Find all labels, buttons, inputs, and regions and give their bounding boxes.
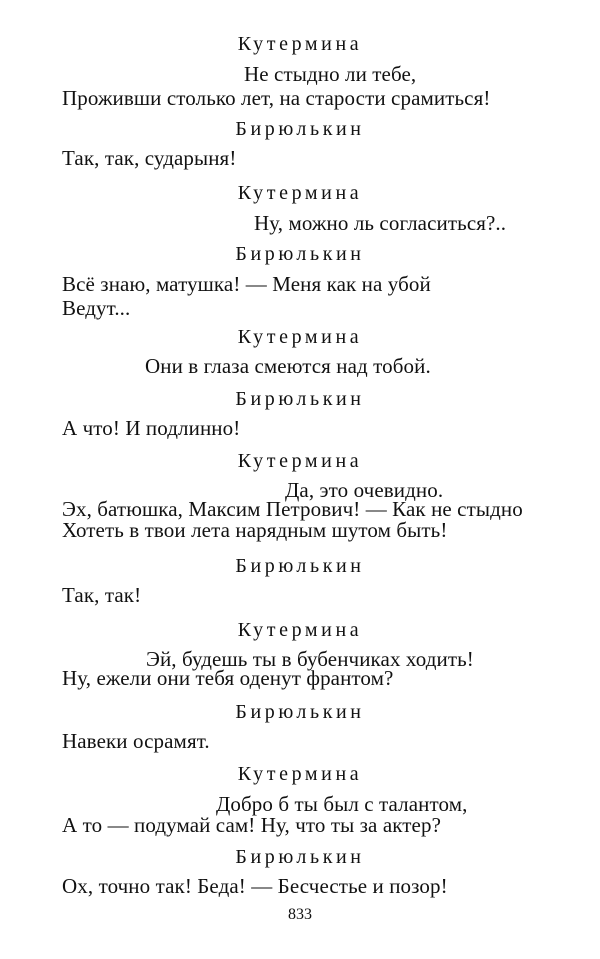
speaker-name: Кутермина <box>237 763 363 785</box>
speaker-name: Кутермина <box>237 182 363 204</box>
speaker-name: Бирюлькин <box>235 701 365 723</box>
verse-line: Так, так! <box>62 583 142 607</box>
verse-line: Ну, можно ль согласиться?.. <box>254 211 507 235</box>
speaker-name: Бирюлькин <box>235 846 365 868</box>
verse-line: Хотеть в твои лета нарядным шутом быть! <box>62 518 448 542</box>
speaker-name: Кутермина <box>237 450 363 472</box>
verse-line: Они в глаза смеются над тобой. <box>145 354 431 378</box>
verse-line: Добро б ты был с талантом, <box>216 792 468 816</box>
verse-line: Всё знаю, матушка! — Меня как на убой <box>62 272 431 296</box>
speaker-name: Бирюлькин <box>235 243 365 265</box>
verse-line: Эй, будешь ты в бубенчиках ходить! <box>146 647 474 671</box>
speaker-name: Кутермина <box>237 326 363 348</box>
verse-line: А то — подумай сам! Ну, что ты за актер? <box>62 813 441 837</box>
speaker-name: Бирюлькин <box>235 555 365 577</box>
speaker-name: Кутермина <box>237 33 363 55</box>
verse-line: Ну, ежели они тебя оденут франтом? <box>62 666 394 690</box>
verse-line: Не стыдно ли тебе, <box>244 62 417 86</box>
verse-line: Ведут... <box>62 296 131 320</box>
verse-line: Так, так, сударыня! <box>62 146 237 170</box>
verse-line: Ох, точно так! Беда! — Бесчестье и позор! <box>62 874 448 898</box>
verse-line: Навеки осрамят. <box>62 729 210 753</box>
verse-line: Эх, батюшка, Максим Петрович! — Как не стыдно <box>62 497 523 521</box>
speaker-name: Бирюлькин <box>235 118 365 140</box>
speaker-name: Бирюлькин <box>235 388 365 410</box>
verse-line: Да, это очевидно. <box>285 478 444 502</box>
verse-line: А что! И подлинно! <box>62 416 241 440</box>
verse-line: Проживши столько лет, на старости срамиться! <box>62 86 491 110</box>
page-number: 833 <box>288 906 312 923</box>
speaker-name: Кутермина <box>237 619 363 641</box>
